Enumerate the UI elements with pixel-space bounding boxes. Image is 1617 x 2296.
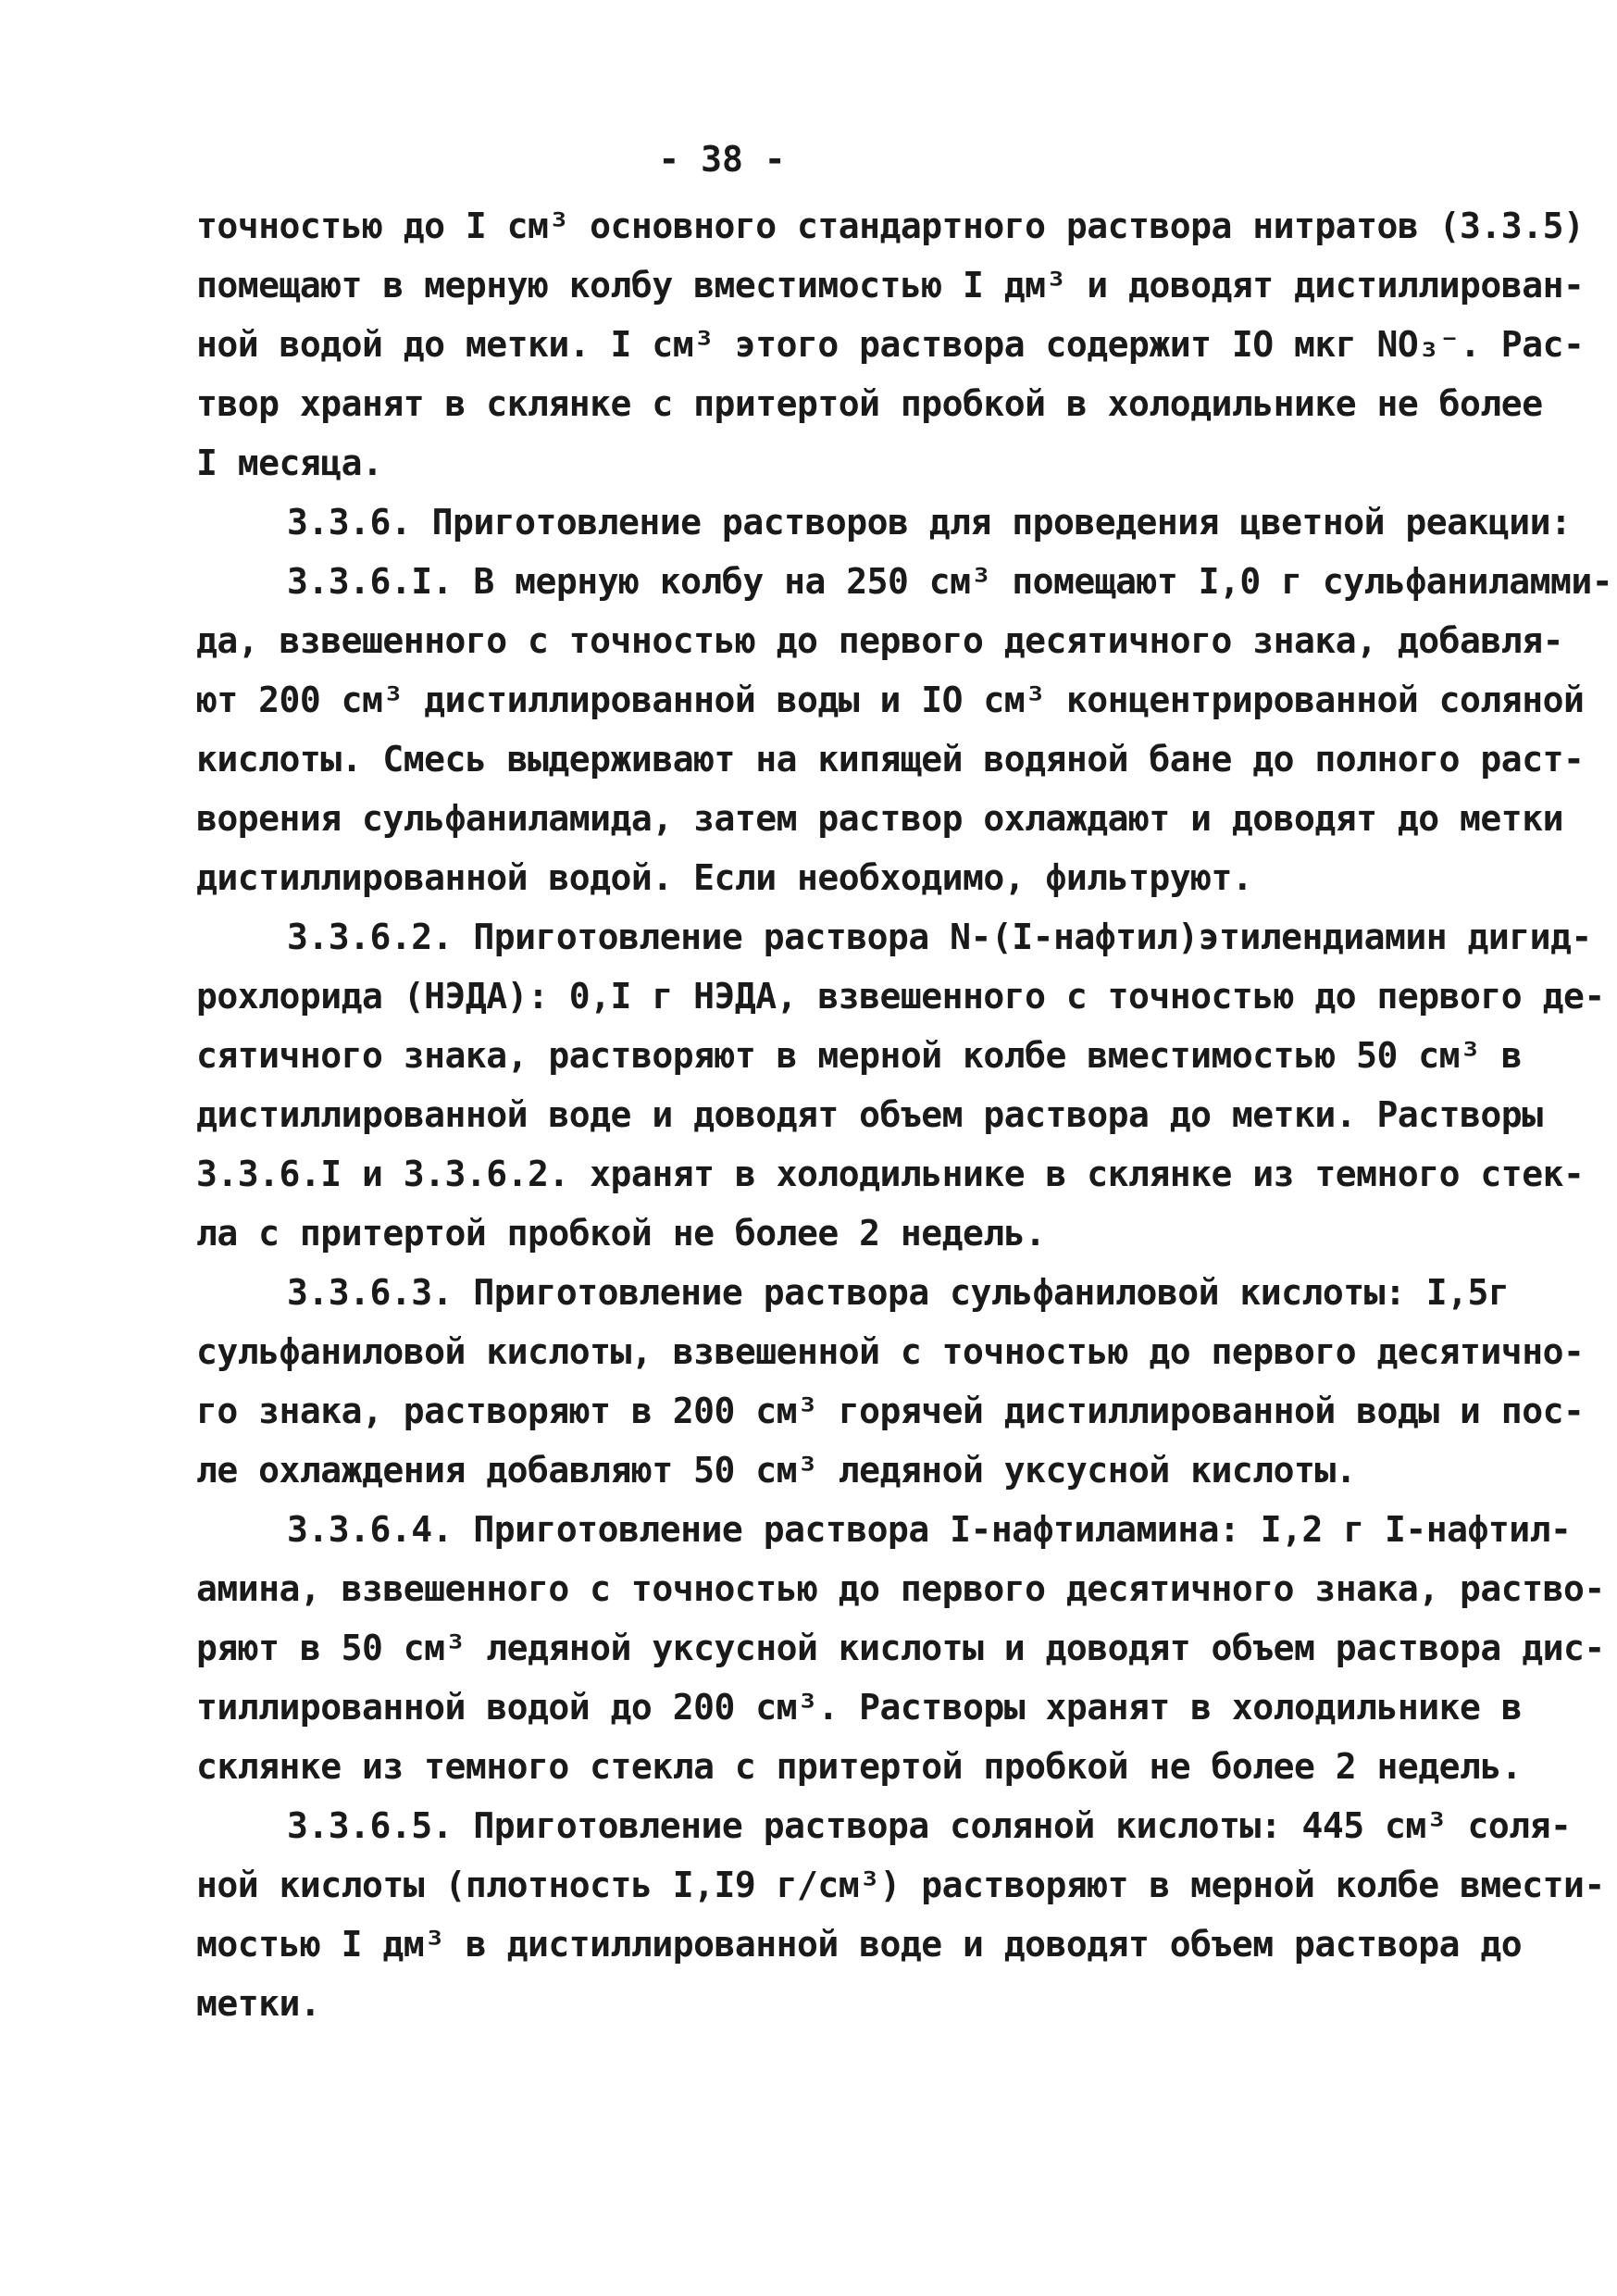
paragraph-start: 3.3.6.2. Приготовление раствора N-(I-нафтил)этилендиамин дигид-	[287, 917, 1592, 957]
text-line: сятичного знака, растворяют в мерной колбе вместимостью 50 см³ в	[196, 1035, 1523, 1076]
text-line: да, взвешенного с точностью до первого десятичного знака, добавля-	[196, 620, 1563, 661]
text-line: ной кислоты (плотность I,I9 г/см³) растворяют в мерной колбе вмести-	[196, 1865, 1605, 1905]
text-line: амина, взвешенного с точностью до первого десятичного знака, раство-	[196, 1568, 1605, 1609]
text-line: ной водой до метки. I см³ этого раствора содержит IO мкг NO₃⁻. Рас-	[196, 324, 1585, 365]
text-line: метки.	[196, 1983, 321, 2024]
text-line: ла с притертой пробкой не более 2 недель.	[196, 1213, 1046, 1254]
text-line: дистиллированной воде и доводят объем раствора до метки. Растворы	[196, 1094, 1543, 1135]
text-line: ле охлаждения добавляют 50 см³ ледяной уксусной кислоты.	[196, 1450, 1357, 1491]
text-line: сульфаниловой кислоты, взвешенной с точностью до первого десятично-	[196, 1331, 1585, 1372]
paragraph-start: 3.3.6.I. В мерную колбу на 250 см³ помещают I,0 г сульфаниламми-	[287, 561, 1613, 602]
text-line: 3.3.6.I и 3.3.6.2. хранят в холодильнике в склянке из темного стек-	[196, 1154, 1585, 1194]
paragraph-start: 3.3.6.4. Приготовление раствора I-нафтиламина: I,2 г I-нафтил-	[287, 1509, 1572, 1550]
text-line: помещают в мерную колбу вместимостью I дм³ и доводят дистиллирован-	[196, 265, 1585, 306]
text-line: рохлорида (НЭДА): 0,I г НЭДА, взвешенного с точностью до первого де-	[196, 976, 1605, 1017]
text-line: дистиллированной водой. Если необходимо, фильтруют.	[196, 857, 1253, 898]
text-line: ряют в 50 см³ ледяной уксусной кислоты и доводят объем раствора дис-	[196, 1628, 1605, 1668]
text-line: точностью до I см³ основного стандартного раствора нитратов (3.3.5)	[196, 206, 1585, 246]
text-line: ют 200 см³ дистиллированной воды и IO см³ концентрированной соляной	[196, 680, 1585, 720]
section-heading: 3.3.6. Приготовление растворов для проведения цветной реакции:	[287, 502, 1572, 543]
text-line: склянке из темного стекла с притертой пробкой не более 2 недель.	[196, 1746, 1523, 1787]
text-line: мостью I дм³ в дистиллированной воде и доводят объем раствора до	[196, 1924, 1523, 1965]
paragraph-start: 3.3.6.3. Приготовление раствора сульфаниловой кислоты: I,5г	[287, 1272, 1510, 1313]
text-line: I месяца.	[196, 443, 383, 483]
text-line: твор хранят в склянке с притертой пробкой в холодильнике не более	[196, 383, 1543, 424]
text-line: го знака, растворяют в 200 см³ горячей дистиллированной воды и пос-	[196, 1391, 1585, 1431]
text-line: кислоты. Смесь выдерживают на кипящей водяной бане до полного раст-	[196, 739, 1585, 780]
text-line: ворения сульфаниламида, затем раствор охлаждают и доводят до метки	[196, 798, 1563, 839]
paragraph-start: 3.3.6.5. Приготовление раствора соляной кислоты: 445 см³ соля-	[287, 1805, 1572, 1846]
text-line: тиллированной водой до 200 см³. Растворы хранят в холодильнике в	[196, 1687, 1523, 1728]
page-number: - 38 -	[658, 139, 786, 180]
